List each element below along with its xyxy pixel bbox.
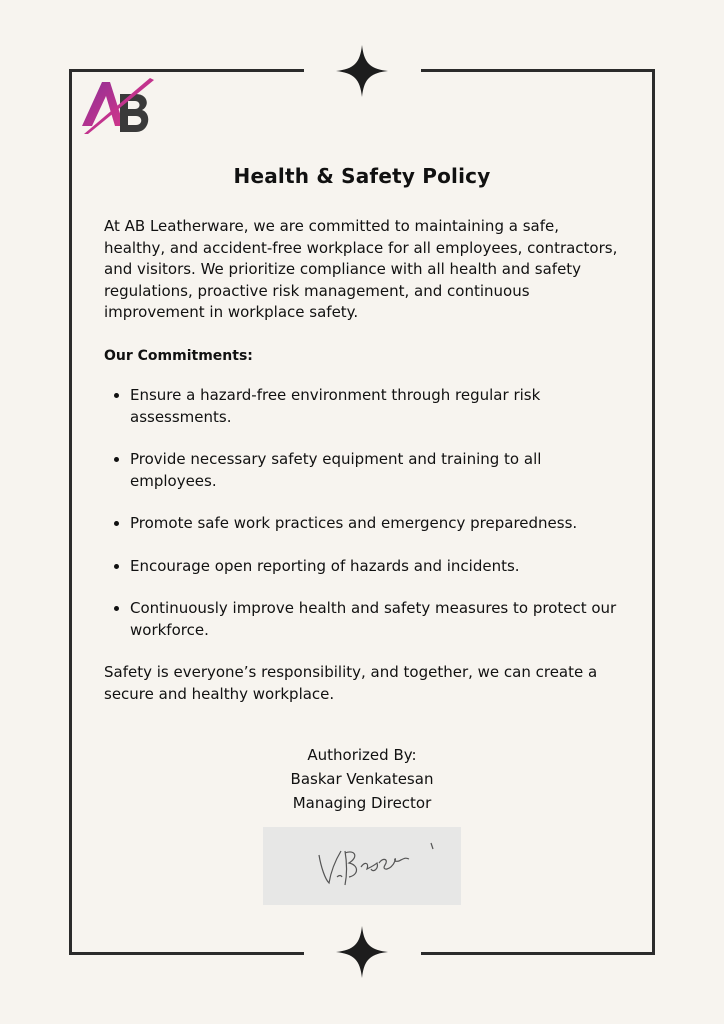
intro-paragraph: At AB Leatherware, we are committed to maintaining a safe, healthy, and accident-free workplace for all employees, contractors, and visitors. We prioritize compliance with all health and safety regulations, proactive risk management, and continuous improvement in workplace safety.: [104, 217, 618, 321]
list-item: • Encourage open reporting of hazards and incidents.: [130, 556, 624, 578]
list-item: • Promote safe work practices and emergency preparedness.: [130, 513, 624, 535]
company-logo: [80, 76, 156, 144]
sparkle-icon: [336, 45, 388, 97]
authorized-label: Authorized By:: [307, 746, 417, 764]
signature-scribble: [263, 827, 461, 905]
commitments-heading: Our Commitments:: [104, 347, 253, 364]
page-title: Health & Safety Policy: [233, 164, 491, 188]
frame-right: [652, 69, 655, 955]
commitments-list: [104, 385, 624, 641]
policy-body: [104, 216, 624, 705]
list-item: • Provide necessary safety equipment and training to all employees.: [130, 449, 624, 492]
list-item: • Ensure a hazard-free environment through regular risk assessments.: [130, 385, 624, 428]
frame-top-right: [421, 69, 655, 72]
authorization-block: [0, 743, 724, 815]
signature-image: [263, 827, 461, 905]
sparkle-icon: [336, 926, 388, 978]
frame-top-left: [69, 69, 304, 72]
frame-bottom-right: [421, 952, 655, 955]
list-item: • Continuously improve health and safety measures to protect our workforce.: [130, 598, 624, 641]
signatory-name: Baskar Venkatesan: [290, 770, 434, 788]
closing-paragraph: Safety is everyone’s responsibility, and together, we can create a secure and healthy workplace.: [104, 663, 598, 703]
signatory-role: Managing Director: [292, 794, 432, 812]
frame-left: [69, 69, 72, 955]
frame-bottom-left: [69, 952, 304, 955]
